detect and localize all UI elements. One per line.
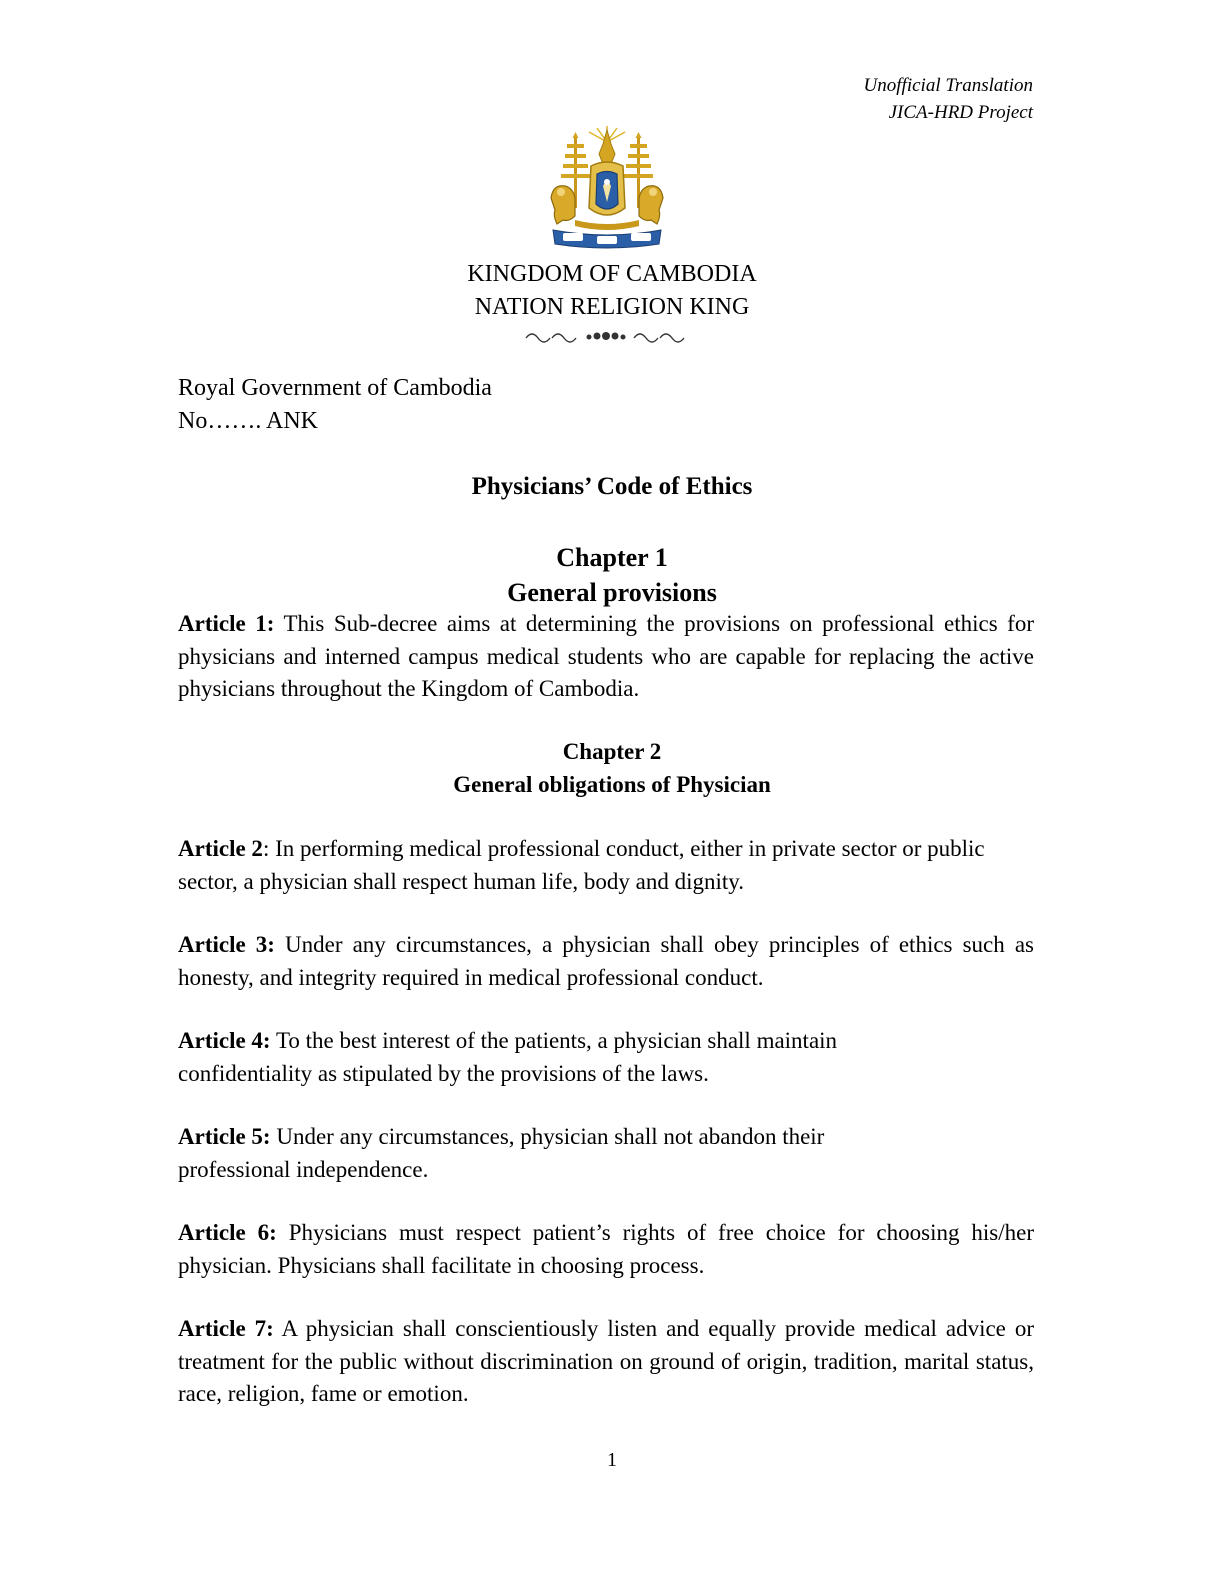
- chapter-1-heading: [0, 540, 1224, 610]
- article-3-label: Article 3:: [178, 932, 275, 957]
- translation-note-line1: Unofficial Translation: [863, 75, 1033, 96]
- article-7: [178, 1313, 1034, 1411]
- article-4-label: Article 4:: [178, 1028, 271, 1053]
- kingdom-motto: NATION RELIGION KING: [474, 294, 750, 320]
- article-4-text: To the best interest of the patients, a physician shall maintain confidentiality as stipulated by the provisions of the laws.: [178, 1028, 838, 1086]
- article-6-label: Article 6:: [178, 1220, 277, 1245]
- chapter-2-heading: [0, 736, 1224, 801]
- article-1-text: This Sub-decree aims at determining the provisions on professional ethics for physicians and interned campus medical students who are capable for replacing the active physicians throughout the Kingdom of Cambodia.: [178, 611, 1034, 701]
- chapter-1-subtitle: General provisions: [507, 578, 717, 607]
- article-2: [178, 833, 1028, 898]
- article-3-text: Under any circumstances, a physician shall obey principles of ethics such as honesty, and integrity required in medical professional conduct.: [178, 932, 1034, 990]
- document-number: No……. ANK: [178, 408, 319, 434]
- government-name: Royal Government of Cambodia: [178, 375, 492, 401]
- article-2-label: Article 2: [178, 836, 263, 861]
- royal-coat-of-arms-icon: [545, 124, 669, 250]
- article-7-text: A physician shall conscientiously listen and equally provide medical advice or treatment for the public without discrimination on ground of origin, tradition, marital status, race, religion, fame or emotion.: [178, 1316, 1034, 1406]
- government-block: [178, 372, 492, 438]
- article-4: [178, 1025, 938, 1090]
- article-1-label: Article 1:: [178, 611, 275, 636]
- translation-note: [864, 72, 1033, 126]
- article-1: [178, 608, 1034, 706]
- chapter-1-number: Chapter 1: [556, 543, 668, 572]
- divider-ornament-icon: [522, 326, 690, 346]
- article-5-text: Under any circumstances, physician shall not abandon their professional independence.: [178, 1124, 825, 1182]
- article-5: [178, 1121, 928, 1186]
- document-title: Physicians’ Code of Ethics: [471, 473, 753, 500]
- article-6: [178, 1217, 1034, 1282]
- chapter-2-subtitle: General obligations of Physician: [453, 771, 771, 797]
- article-7-label: Article 7:: [178, 1316, 274, 1341]
- article-2-text: : In performing medical professional conduct, either in private sector or public sector, a physician shall respect human life, body and dignity.: [178, 836, 985, 894]
- article-6-text: Physicians must respect patient’s rights of free choice for choosing his/her physician. Physicians shall facilitate in choosing process.: [178, 1220, 1034, 1278]
- article-3: [178, 929, 1034, 994]
- article-5-label: Article 5:: [178, 1124, 271, 1149]
- chapter-2-number: Chapter 2: [562, 739, 662, 764]
- translation-note-line2: JICA-HRD Project: [888, 102, 1033, 123]
- kingdom-heading: [0, 258, 1224, 324]
- page-number: 1: [607, 1449, 617, 1471]
- kingdom-name: KINGDOM OF CAMBODIA: [467, 261, 757, 287]
